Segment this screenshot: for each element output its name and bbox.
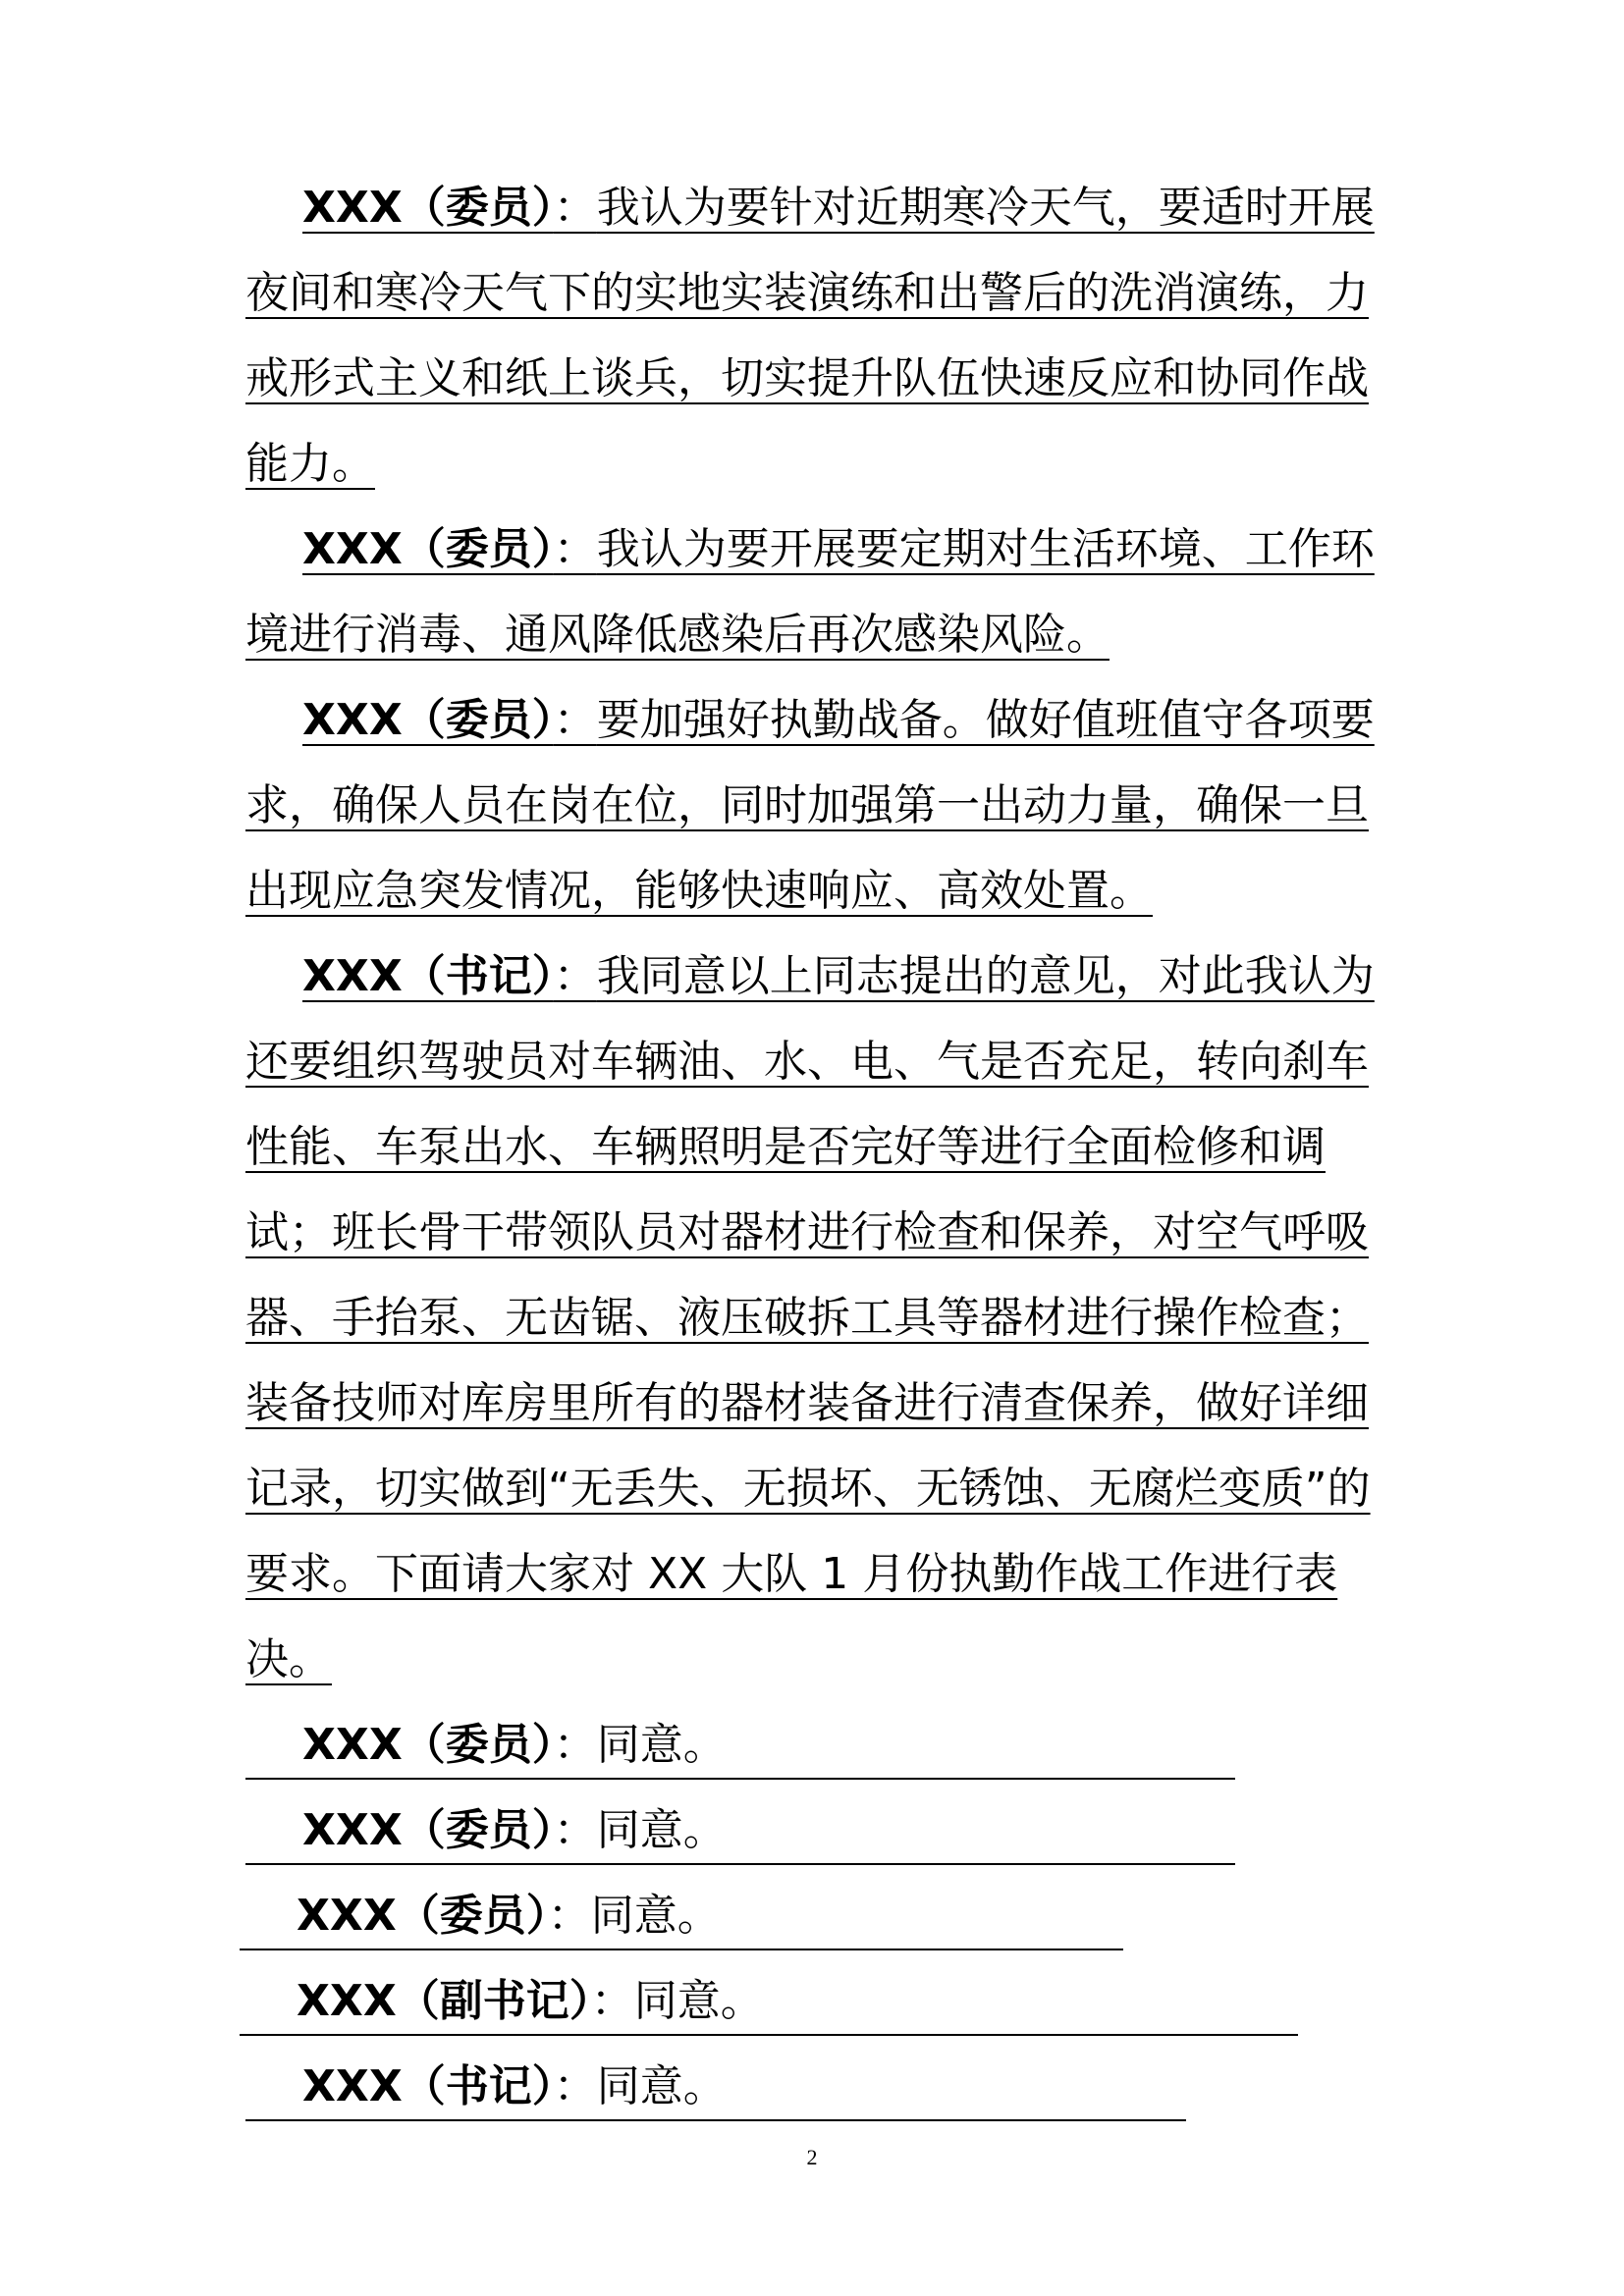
- opinion-text: 我同意以上同志提出的意见，对此我认为还要组织驾驶员对车辆油、水、电、气是否充足，转向刹车性能、车泵出水、车辆照明是否完好等进行全面检修和调试；班长骨干带领队员对器材进行检查和保养，对空气呼吸器、手抬泵、无齿锯、液压破拆工具等器材进行操作检查；装备技师对库房里所有的器材装备进行清查保养，做好详细记录，切实做到“无丢失、无损坏、无锈蚀、无腐烂变质”的要求。下面请大家对 XX 大队 1 月份执勤作战工作进行表决。: [245, 951, 1375, 1684]
- vote-text: 同意。: [596, 2061, 727, 2111]
- separator: ：: [553, 524, 597, 574]
- separator: ：: [553, 1805, 597, 1855]
- vote-line: [245, 1788, 1384, 1873]
- page-number: 2: [806, 2145, 818, 2169]
- opinion-paragraph: [245, 677, 1384, 934]
- vote-line: [245, 1958, 1384, 2044]
- opinion-text: 我认为要开展要定期对生活环境、工作环境进行消毒、通风降低感染后再次感染风险。: [245, 524, 1375, 660]
- speaker-name: XXX（委员）: [302, 1805, 554, 1855]
- vote-text: 同意。: [590, 1891, 721, 1941]
- separator: ：: [553, 183, 597, 233]
- opinion-paragraph: [245, 934, 1384, 1702]
- speaker-name: XXX（副书记）: [297, 1976, 591, 2026]
- vote-line: [245, 1873, 1384, 1958]
- speaker-name: XXX（委员）: [297, 1891, 548, 1941]
- vote-text: 同意。: [596, 1805, 727, 1855]
- opinion-text: 我认为要针对近期寒冷天气，要适时开展夜间和寒冷天气下的实地实装演练和出警后的洗消演练，力戒形式主义和纸上谈兵，切实提升队伍快速反应和协同作战能力。: [245, 183, 1375, 489]
- separator: ：: [590, 1976, 634, 2026]
- opinion-paragraph: [245, 507, 1384, 677]
- opinion-paragraph: [245, 165, 1384, 507]
- speaker-name: XXX（委员）: [302, 183, 554, 233]
- separator: ：: [553, 951, 597, 1001]
- separator: ：: [553, 2061, 597, 2111]
- meeting-minutes-body: [245, 165, 1384, 2129]
- vote-text: 同意。: [596, 1720, 727, 1770]
- separator: ：: [553, 1720, 597, 1770]
- speaker-name: XXX（委员）: [302, 524, 554, 574]
- speaker-name: XXX（书记）: [302, 2061, 554, 2111]
- speaker-name: XXX（委员）: [302, 695, 554, 745]
- separator: ：: [547, 1891, 591, 1941]
- vote-line: [245, 2044, 1384, 2129]
- vote-text: 同意。: [633, 1976, 764, 2026]
- opinion-text: 要加强好执勤战备。做好值班值守各项要求，确保人员在岗在位，同时加强第一出动力量，确保一旦出现应急突发情况，能够快速响应、高效处置。: [245, 695, 1375, 916]
- speaker-name: XXX（书记）: [302, 951, 554, 1001]
- separator: ：: [553, 695, 597, 745]
- speaker-name: XXX（委员）: [302, 1720, 554, 1770]
- vote-line: [245, 1702, 1384, 1788]
